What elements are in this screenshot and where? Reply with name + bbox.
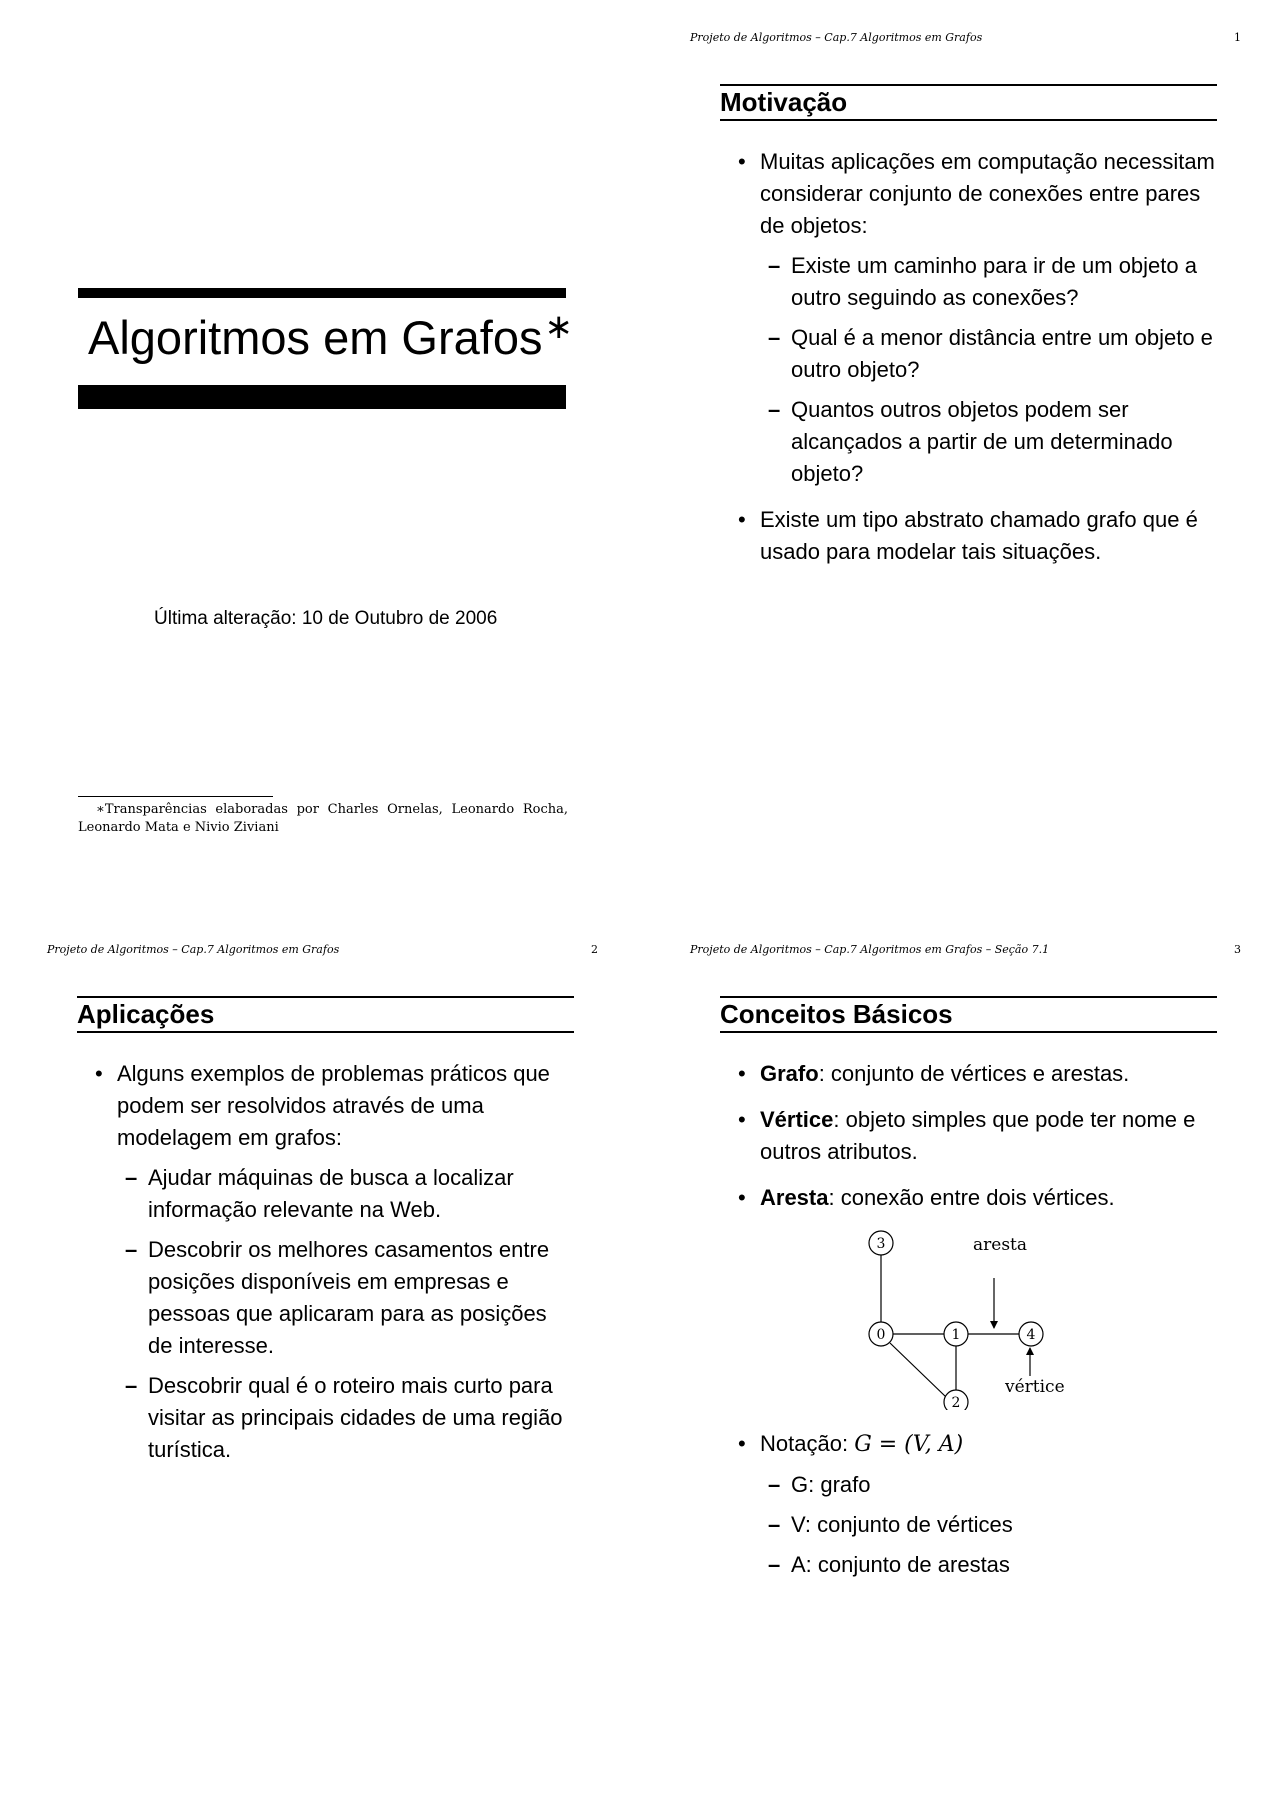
footnote-rule bbox=[78, 796, 273, 797]
bullet-text: Alguns exemplos de problemas práticos que podem ser resolvidos através de uma modelagem em grafos: bbox=[117, 1061, 550, 1150]
footnote-text: Transparências elaboradas por Charles Ornelas, Leonardo Rocha, Leonardo Mata e Nivio Ziviani bbox=[78, 802, 568, 835]
notation-formula: G = (V, A) bbox=[854, 1432, 964, 1457]
title-rule-bottom bbox=[720, 1031, 1217, 1033]
definitions bbox=[720, 1058, 1216, 1228]
term: Vértice bbox=[760, 1107, 834, 1132]
definition-aresta bbox=[720, 1182, 1216, 1214]
sub-list-item: – A: conjunto de arestas bbox=[760, 1549, 1216, 1581]
running-header: Projeto de Algoritmos – Cap.7 Algoritmos em Grafos bbox=[47, 943, 340, 956]
slide-title: Aplicações bbox=[77, 999, 215, 1029]
notation-block bbox=[720, 1428, 1216, 1595]
definition-text: : conjunto de vértices e arestas. bbox=[818, 1061, 1130, 1086]
page-number: 3 bbox=[1234, 943, 1241, 956]
title-bottom-bar bbox=[78, 385, 566, 409]
slide-title: Conceitos Básicos bbox=[720, 999, 953, 1029]
node-3-label: 3 bbox=[876, 1236, 886, 1252]
list-item bbox=[77, 1058, 573, 1466]
edge-label: aresta bbox=[973, 1235, 1028, 1255]
sub-list-item: – Qual é a menor distância entre um objeto e outro objeto? bbox=[760, 322, 1216, 386]
sub-list-item: – Ajudar máquinas de busca a localizar informação relevante na Web. bbox=[117, 1162, 573, 1226]
notation-label: Notação: bbox=[760, 1431, 849, 1456]
deck-title-footnote-mark: ∗ bbox=[544, 308, 573, 346]
vertex-label: vértice bbox=[1005, 1377, 1065, 1397]
definition-grafo bbox=[720, 1058, 1216, 1090]
definition-text: : objeto simples que pode ter nome e outros atributos. bbox=[760, 1107, 1196, 1164]
bullet-text: Existe um tipo abstrato chamado grafo que é usado para modelar tais situações. bbox=[760, 507, 1198, 564]
deck-title bbox=[88, 310, 573, 366]
slide-body bbox=[720, 146, 1216, 582]
running-header: Projeto de Algoritmos – Cap.7 Algoritmos em Grafos – Seção 7.1 bbox=[690, 943, 1050, 956]
node-2-label: 2 bbox=[951, 1395, 961, 1410]
term: Aresta bbox=[760, 1185, 829, 1210]
node-0-label: 0 bbox=[876, 1327, 886, 1343]
bullet-text: Muitas aplicações em computação necessitam considerar conjunto de conexões entre pares de objetos: bbox=[760, 149, 1215, 238]
list-item bbox=[720, 504, 1216, 568]
list-item bbox=[720, 146, 1216, 490]
footnote-mark: ∗ bbox=[96, 802, 105, 817]
slide-title: Motivação bbox=[720, 87, 848, 117]
sub-list-item: – Quantos outros objetos podem ser alcançados a partir de um determinado objeto? bbox=[760, 394, 1216, 490]
page-number: 2 bbox=[591, 943, 598, 956]
definition-vertice bbox=[720, 1104, 1216, 1168]
sub-list-item: – G: grafo bbox=[760, 1469, 1216, 1501]
sub-list-item: – Descobrir qual é o roteiro mais curto para visitar as principais cidades de uma região turística. bbox=[117, 1370, 573, 1466]
graph-diagram bbox=[850, 1220, 1090, 1410]
title-top-bar bbox=[78, 288, 566, 298]
slide-body bbox=[77, 1058, 573, 1480]
term: Grafo bbox=[760, 1061, 819, 1086]
sub-list-item: – Existe um caminho para ir de um objeto a outro seguindo as conexões? bbox=[760, 250, 1216, 314]
sub-list-item: – Descobrir os melhores casamentos entre posições disponíveis em empresas e pessoas que aplicaram para as posições de interesse. bbox=[117, 1234, 573, 1362]
title-rule-bottom bbox=[720, 119, 1217, 121]
last-change-date: Última alteração: 10 de Outubro de 2006 bbox=[154, 608, 498, 629]
sub-list-item: – V: conjunto de vértices bbox=[760, 1509, 1216, 1541]
node-1-label: 1 bbox=[951, 1327, 961, 1343]
page-number: 1 bbox=[1234, 31, 1241, 44]
node-4-label: 4 bbox=[1026, 1327, 1036, 1343]
definition-text: : conexão entre dois vértices. bbox=[828, 1185, 1115, 1210]
title-rule-bottom bbox=[77, 1031, 574, 1033]
running-header: Projeto de Algoritmos – Cap.7 Algoritmos em Grafos bbox=[690, 31, 983, 44]
notation-item bbox=[720, 1428, 1216, 1581]
deck-title-text: Algoritmos em Grafos bbox=[88, 311, 543, 364]
footnote bbox=[78, 801, 568, 837]
edge-0-2 bbox=[890, 1343, 946, 1397]
